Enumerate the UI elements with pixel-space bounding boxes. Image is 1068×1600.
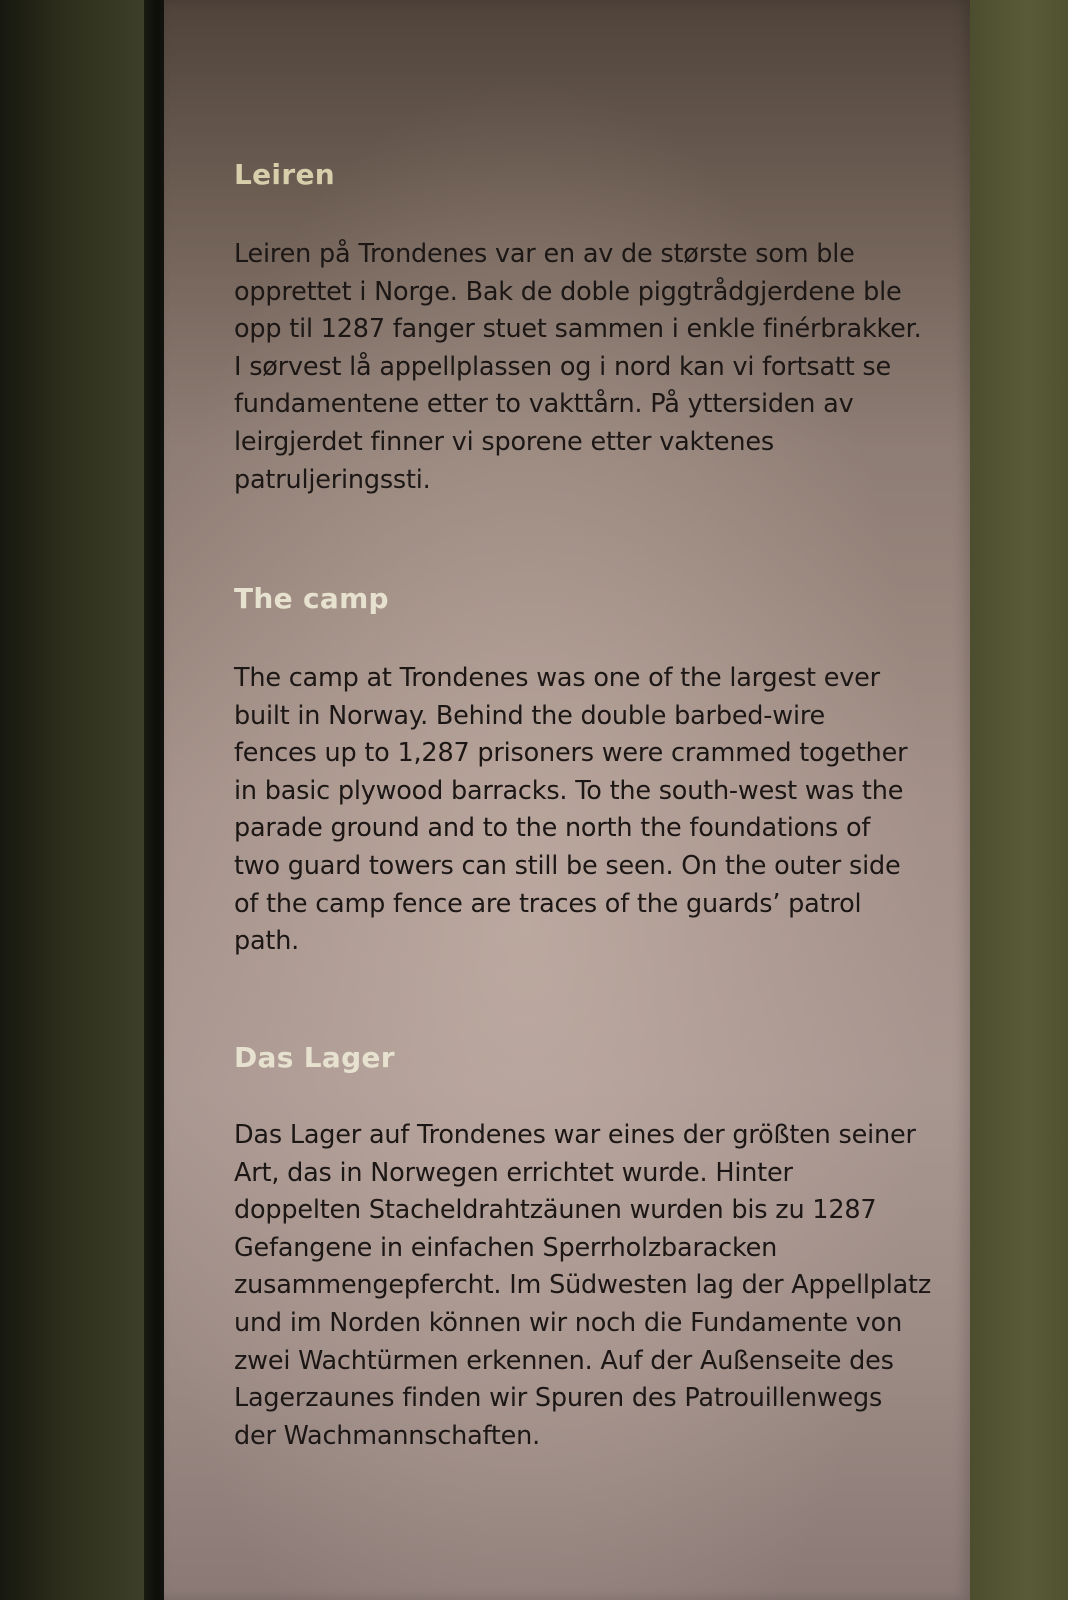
- info-panel: [164, 0, 970, 1600]
- text-line: Art, das in Norwegen errichtet wurde. Hinter: [234, 1157, 793, 1188]
- text-line: fundamentene etter to vakttårn. På yttersiden av: [234, 389, 854, 420]
- text-line: opprettet i Norge. Bak de doble piggtrådgjerdene ble: [234, 276, 902, 307]
- text-line: built in Norway. Behind the double barbed-wire: [234, 700, 826, 731]
- section-norwegian-heading-wrap: [234, 158, 934, 191]
- section-english-heading-wrap: [234, 582, 934, 615]
- text-line: of the camp fence are traces of the guards’ patrol: [234, 888, 862, 919]
- section-english-body: [234, 660, 934, 961]
- text-line: The camp at Trondenes was one of the largest ever: [234, 663, 880, 693]
- text-line: in basic plywood barracks. To the south-west was the: [234, 775, 904, 806]
- text-line: opp til 1287 fanger stuet sammen i enkle finérbrakker.: [234, 314, 922, 345]
- wall-left: [0, 0, 150, 1600]
- text-line: I sørvest lå appellplassen og i nord kan vi fortsatt se: [234, 351, 891, 382]
- section-german-heading-wrap: [234, 1041, 934, 1074]
- paragraph-english: [234, 660, 934, 961]
- text-line: patruljeringssti.: [234, 464, 431, 495]
- section-heading-german: Das Lager: [234, 1041, 395, 1074]
- panel-edge-shadow: [144, 0, 166, 1600]
- paragraph-german: [234, 1117, 934, 1455]
- text-line: two guard towers can still be seen. On the outer side: [234, 850, 901, 881]
- text-line: doppelten Stacheldrahtzäunen wurden bis zu 1287: [234, 1195, 877, 1226]
- text-line: zwei Wachtürmen erkennen. Auf der Außenseite des: [234, 1345, 894, 1376]
- wall-right: [968, 0, 1068, 1600]
- text-line: Das Lager auf Trondenes war eines der größten seiner: [234, 1120, 916, 1150]
- text-line: parade ground and to the north the foundations of: [234, 813, 871, 844]
- text-line: fences up to 1,287 prisoners were crammed together: [234, 738, 908, 769]
- text-line: Leiren på Trondenes var en av de største som ble: [234, 239, 855, 269]
- text-line: leirgjerdet finner vi sporene etter vaktenes: [234, 426, 774, 457]
- text-line: Lagerzaunes finden wir Spuren des Patrouillenwegs: [234, 1383, 883, 1414]
- section-norwegian-body: [234, 236, 934, 499]
- section-heading-norwegian: Leiren: [234, 158, 335, 191]
- text-line: und im Norden können wir noch die Fundamente von: [234, 1307, 903, 1338]
- paragraph-norwegian: [234, 236, 934, 499]
- text-line: path.: [234, 926, 300, 957]
- text-line: Gefangene in einfachen Sperrholzbaracken: [234, 1232, 778, 1263]
- section-heading-english: The camp: [234, 582, 389, 615]
- section-german-body: [234, 1117, 934, 1455]
- text-line: der Wachmannschaften.: [234, 1420, 541, 1451]
- text-line: zusammengepfercht. Im Südwesten lag der Appellplatz: [234, 1270, 932, 1301]
